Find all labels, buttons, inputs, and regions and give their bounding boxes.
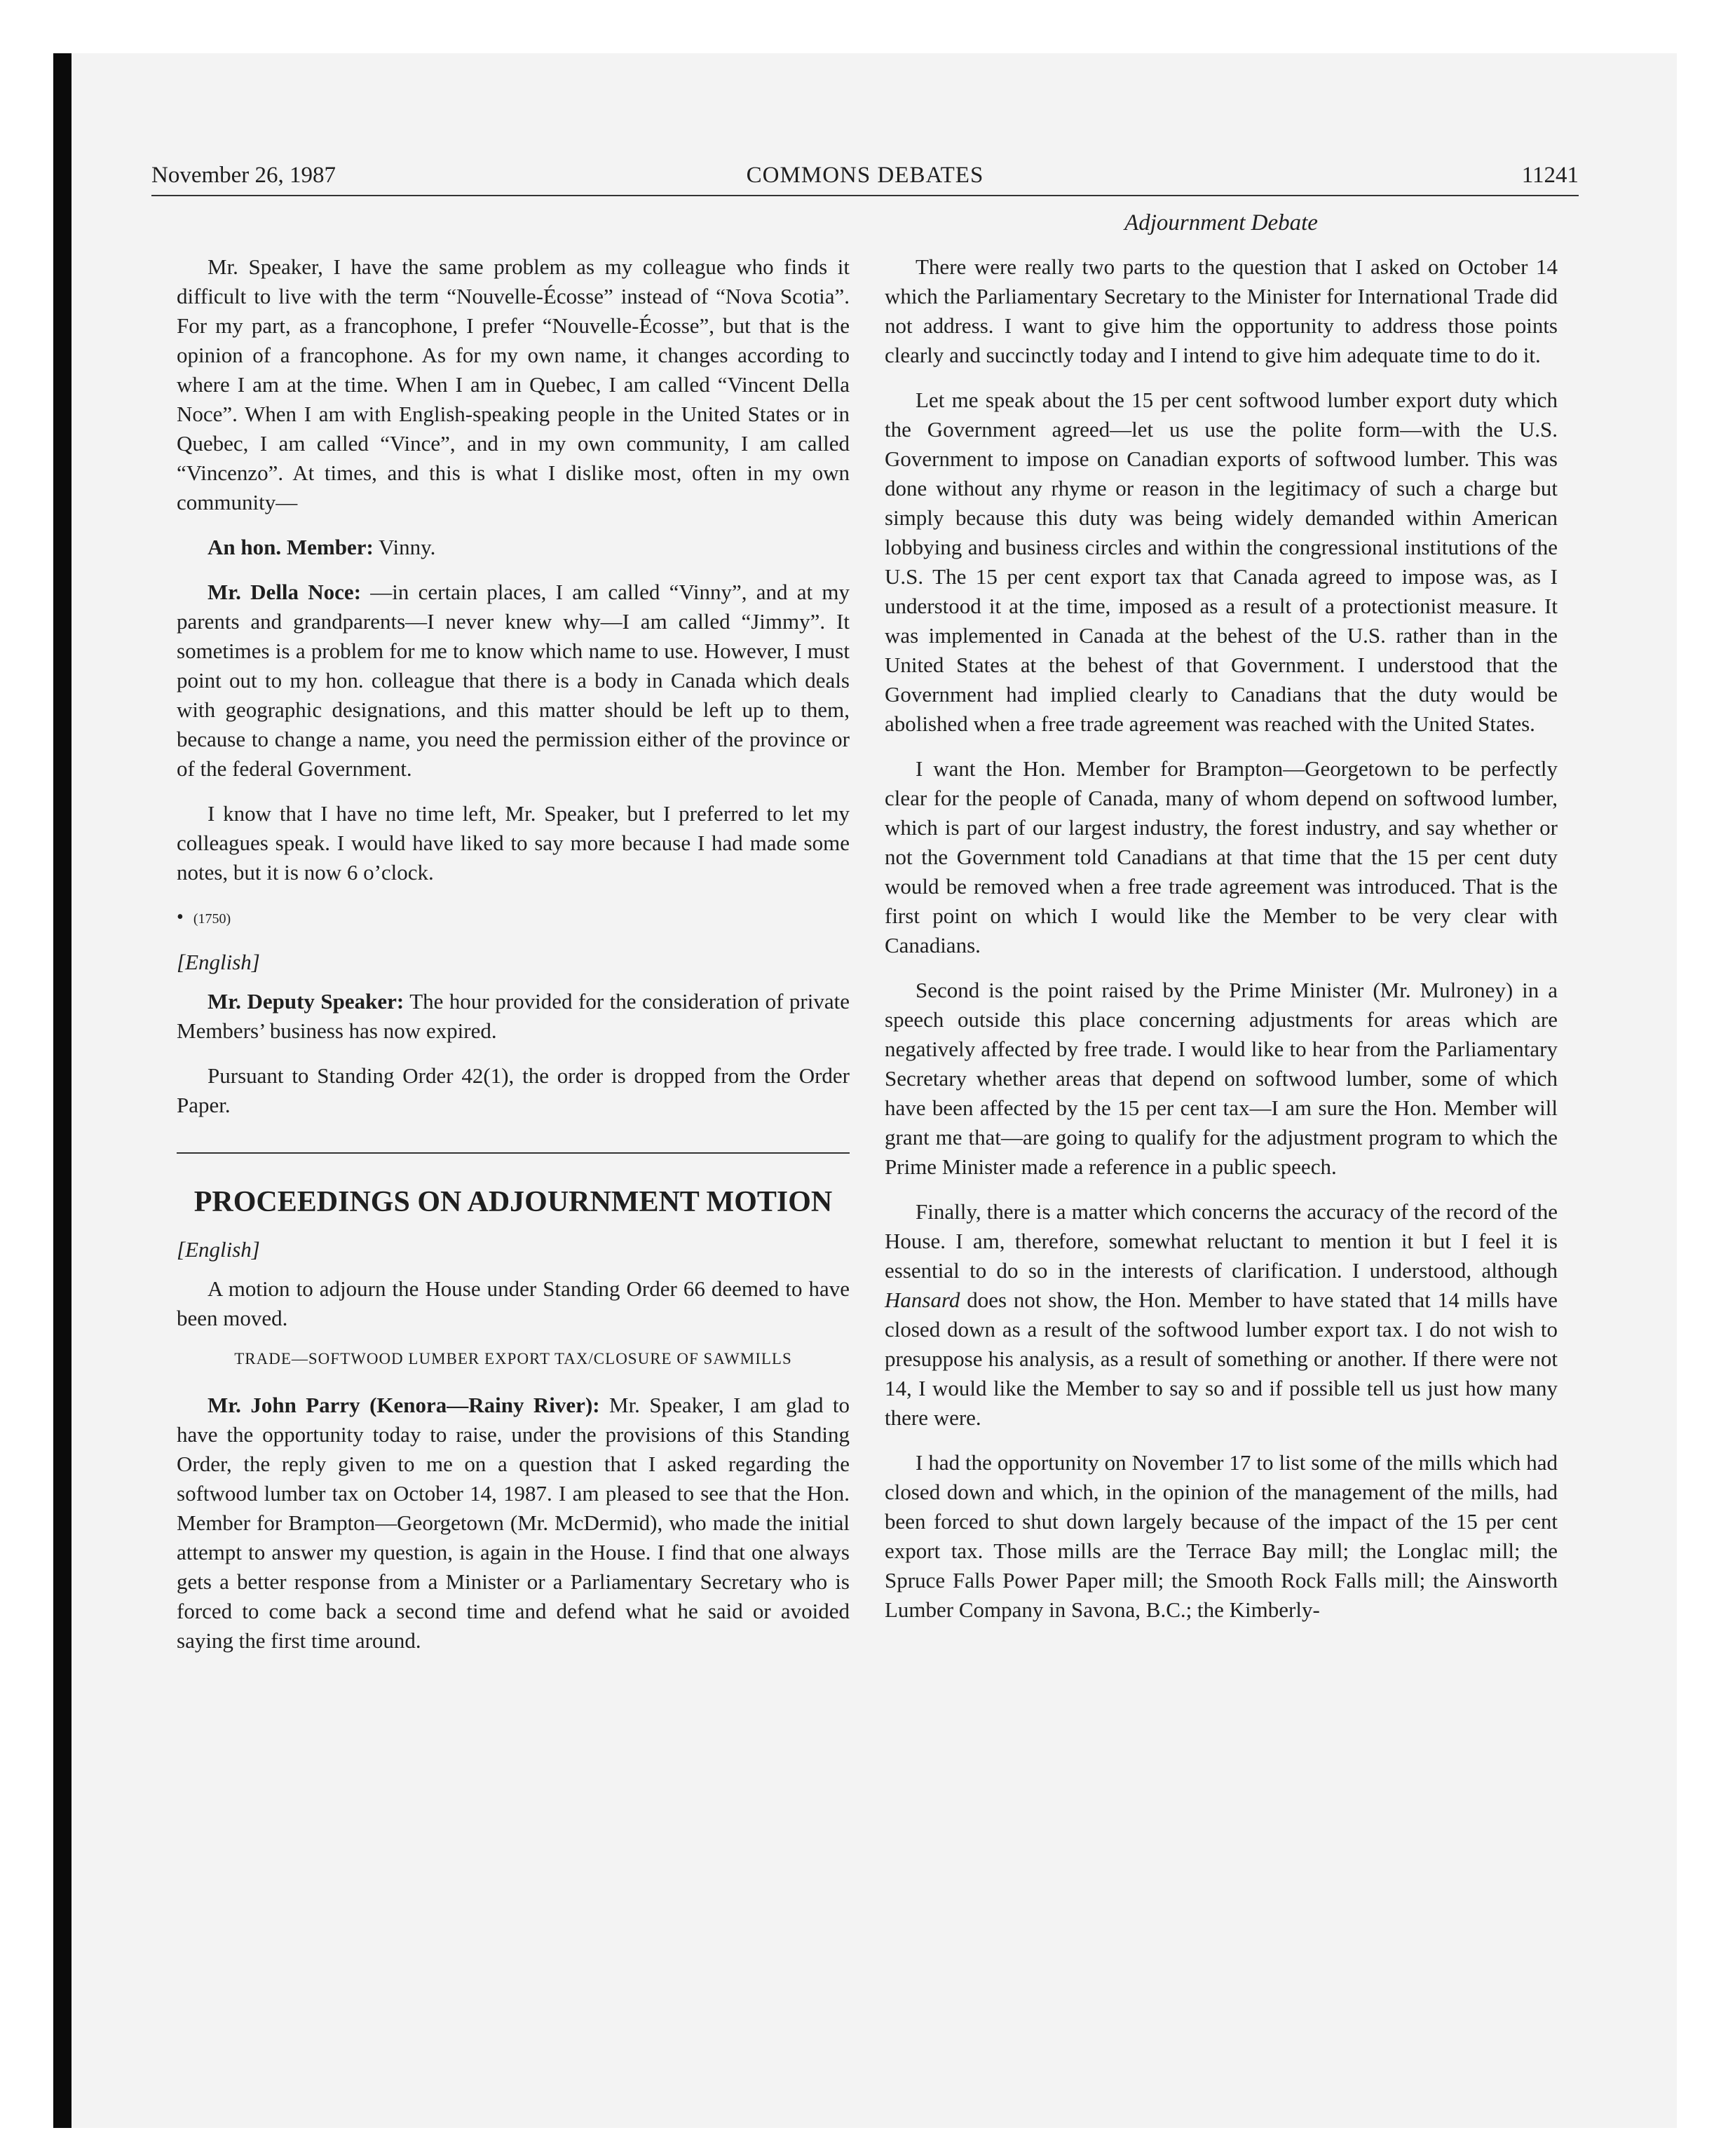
speaker-name: An hon. Member: [207,535,374,559]
speech-text: Mr. Speaker, I am glad to have the opportunity today to raise, under the provisions of this Standing Order, the reply given to me on a question that I asked regarding the softwood lumber tax on October 14, 1987. I am pleased to see that the Hon. Member for Brampton—Georgetown (Mr. McDermid), who made the initial attempt to answer my question, is again in the House. I find that one always gets a better response from a Minister or a Parliamentary Secretary who is forced to come back a second time and defend what he said or avoided saying the first time around. [177,1393,850,1653]
paragraph [177,1391,850,1656]
speaker-name: Mr. John Parry (Kenora—Rainy River): [207,1393,600,1417]
paragraph: Pursuant to Standing Order 42(1), the order is dropped from the Order Paper. [177,1063,850,1117]
language-marker: [English] [177,1237,260,1262]
speech-text: —in certain places, I am called “Vinny”, and at my parents and grandparents—I never knew why—I am called “Jimmy”. It sometimes is a problem for me to know which name to use. However, I must point out to my hon. colleague that there is a body in Canada which deals with geographic designations, and this matter should be left up to them, because to change a name, you need the permission either of the province or of the federal Government. [177,580,850,781]
section-title: PROCEEDINGS ON ADJOURNMENT MOTION [193,1186,833,1218]
paragraph: I know that I have no time left, Mr. Speaker, but I preferred to let my colleagues speak. I would have liked to say more because I had made some notes, but it is now 6 o’clock. [177,801,850,885]
time-mark [177,903,850,934]
paragraph: I had the opportunity on November 17 to list some of the mills which had closed down and which, in the opinion of the management of the mills, had been forced to shut down largely because of the impact of the 15 per cent export tax. Those mills are the Terrace Bay mill; the Longlac mill; the Spruce Falls Power Paper mill; the Smooth Rock Falls mill; the Ainsworth Lumber Company in Savona, B.C.; the Kimberly- [885,1450,1558,1622]
page-header [151,158,1579,196]
speaker-name: Mr. Della Noce: [207,580,362,604]
hansard-italic: Hansard [885,1288,960,1312]
right-column-heading: Adjournment Debate [1124,210,1318,236]
paragraph [885,1197,1558,1433]
header-title: COMMONS DEBATES [746,163,984,188]
paragraph: Let me speak about the 15 per cent softwood lumber export duty which the Government agreed—let us use the polite form—with the U.S. Government to impose on Canadian exports of softwood lumber. This was done without any rhyme or reason in the legitimacy of such a charge but simply because this duty was being widely demanded within American lobbying and business circles and within the congressional institutions of the U.S. The 15 per cent export tax that Canada agreed to impose was, as I understood it at the time, imposed as a result of a protectionist measure. It was implemented in Canada at the behest of the U.S. rather than in the United States at the behest of that Government. I understood that the Government had implied clearly to Canadians that the duty would be abolished when a free trade agreement was reached with the United States. [885,388,1558,736]
left-column [177,252,850,1671]
header-page-number: 11241 [1521,163,1579,188]
bullet-icon: • [177,906,184,928]
speaker-name: Mr. Deputy Speaker: [207,989,404,1014]
paragraph: Second is the point raised by the Prime Minister (Mr. Mulroney) in a speech outside this place concerning adjustments for areas which are negatively affected by free trade. I would like to hear from the Parliamentary Secretary whether areas that depend on softwood lumber, some of which have been affected by the 15 per cent tax—I am sure the Hon. Member will grant me that—are going to qualify for the adjustment program to which the Prime Minister made a reference in a public speech. [885,978,1558,1179]
paragraph: A motion to adjourn the House under Standing Order 66 deemed to have been moved. [177,1276,850,1330]
paragraph [177,578,850,784]
right-column [885,252,1558,1640]
paragraph [177,987,850,1046]
section-divider [177,1152,850,1154]
time-mark-text: (1750) [193,911,231,927]
speech-text: does not show, the Hon. Member to have stated that 14 mills have closed down as a result of the softwood lumber export tax. I do not wish to presuppose his analysis, as a result of something or another. If there were not 14, I would like the Member to say so and if possible tell us just how many there were. [885,1288,1558,1430]
paragraph [177,533,850,562]
paragraph: Mr. Speaker, I have the same problem as my colleague who finds it difficult to live with the term “Nouvelle-Écosse” instead of “Nova Scotia”. For my part, as a francophone, I prefer “Nouvelle-Écosse”, but that is the opinion of a francophone. As for my own name, it changes according to where I am at the time. When I am in Quebec, I am called “Vincent Della Noce”. When I am with English-speaking people in the United States or in Quebec, I am called “Vince”, and in my own community, I am called “Vincenzo”. At times, and this is what I dislike most, often in my own community— [177,254,850,514]
header-date: November 26, 1987 [151,163,336,188]
speech-text: Vinny. [373,535,436,559]
paragraph: I want the Hon. Member for Brampton—Georgetown to be perfectly clear for the people of Canada, many of whom depend on softwood lumber, which is part of our largest industry, the forest industry, and say whether or not the Government told Canadians at that time that the 15 per cent duty would be removed when a free trade agreement was introduced. That is the first point on which I would like the Member to be very clear with Canadians. [885,756,1558,957]
speech-text: The hour provided for the consideration of private Members’ business has now expired. [177,989,850,1043]
speech-text: Finally, there is a matter which concerns the accuracy of the record of the House. I am, therefore, somewhat reluctant to mention it but I feel it is essential to do so in the interests of clarification. I understood, although [885,1199,1558,1283]
language-marker: [English] [177,950,260,974]
paragraph: There were really two parts to the question that I asked on October 14 which the Parliamentary Secretary to the Minister for International Trade did not address. I want to give him the opportunity to address those points clearly and succinctly today and I intend to give him adequate time to do it. [885,254,1558,367]
scan-edge [53,53,72,2128]
debate-subheading: TRADE—SOFTWOOD LUMBER EXPORT TAX/CLOSURE OF SAWMILLS [234,1350,792,1367]
